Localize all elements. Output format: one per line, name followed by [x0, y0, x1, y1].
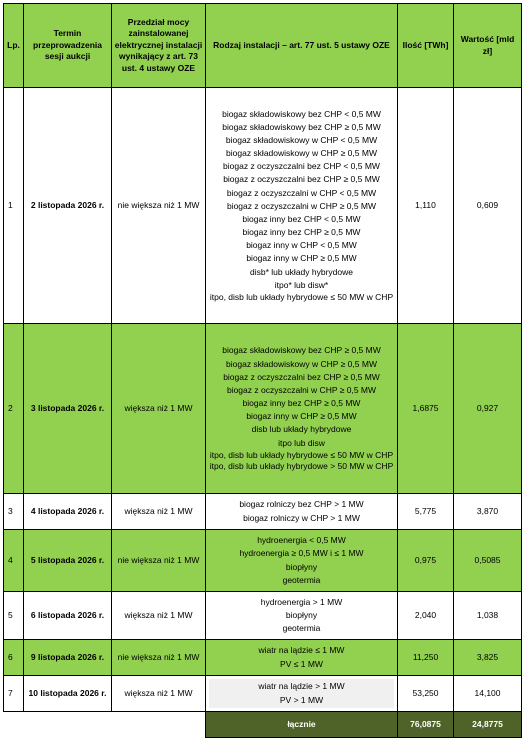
total-row	[4, 712, 522, 738]
kind-item: biogaz inny w CHP ≥ 0,5 MW	[246, 411, 357, 422]
header-row	[4, 4, 522, 88]
total-wartosc: 24,8775	[454, 712, 522, 738]
row-kinds	[206, 592, 398, 640]
kind-item: biogaz z oczyszczalni bez CHP ≥ 0,5 MW	[223, 174, 380, 185]
row-wartosc: 0,927	[454, 324, 522, 494]
kind-item: biogaz z oczyszczalni w CHP < 0,5 MW	[226, 187, 377, 198]
row-kinds	[206, 324, 398, 494]
row-lp: 7	[4, 676, 24, 712]
kind-item: PV > 1 MW	[279, 694, 324, 705]
kind-item: biogaz składowiskowy w CHP < 0,5 MW	[225, 134, 378, 145]
kind-item: biogaz inny bez CHP ≥ 0,5 MW	[242, 398, 361, 409]
kind-item: itpo* lub disw*	[274, 279, 329, 290]
kind-list	[209, 533, 394, 588]
row-lp: 6	[4, 640, 24, 676]
kind-item: biopłyny	[285, 561, 318, 572]
row-lp: 3	[4, 494, 24, 530]
kind-item: biogaz z oczyszczalni w CHP ≥ 0,5 MW	[226, 200, 377, 211]
row-termin: 9 listopada 2026 r.	[24, 640, 112, 676]
kind-item: biogaz inny bez CHP < 0,5 MW	[242, 213, 361, 224]
kind-item: wiatr na lądzie ≤ 1 MW	[258, 645, 345, 656]
table-row	[4, 494, 522, 530]
kind-item: biogaz składowiskowy bez CHP ≥ 0,5 MW	[222, 345, 381, 356]
kind-list	[209, 107, 394, 305]
row-wartosc: 0,5085	[454, 530, 522, 592]
table-row	[4, 324, 522, 494]
row-ilosc: 1,110	[398, 88, 454, 324]
row-termin: 6 listopada 2026 r.	[24, 592, 112, 640]
row-kinds	[206, 640, 398, 676]
kind-item: biogaz z oczyszczalni bez CHP ≥ 0,5 MW	[223, 371, 380, 382]
row-ilosc: 53,250	[398, 676, 454, 712]
header-moc: Przedział mocy zainstalowanej elektrycznej instalacji wynikający z art. 73 ust. 4 ustawy OZE	[112, 4, 206, 88]
row-termin: 5 listopada 2026 r.	[24, 530, 112, 592]
header-lp: Lp.	[4, 4, 24, 88]
row-lp: 4	[4, 530, 24, 592]
kind-list	[209, 343, 394, 473]
row-moc: nie większa niż 1 MW	[112, 88, 206, 324]
kind-item: hydroenergia > 1 MW	[260, 596, 343, 607]
row-termin: 2 listopada 2026 r.	[24, 88, 112, 324]
row-lp: 5	[4, 592, 24, 640]
row-wartosc: 0,609	[454, 88, 522, 324]
row-moc: nie większa niż 1 MW	[112, 530, 206, 592]
row-ilosc: 2,040	[398, 592, 454, 640]
kind-item: geotermia	[282, 623, 321, 634]
row-kinds	[206, 88, 398, 324]
row-wartosc: 3,870	[454, 494, 522, 530]
row-moc: większa niż 1 MW	[112, 676, 206, 712]
kind-item: biogaz rolniczy w CHP > 1 MW	[243, 512, 360, 523]
header-ilosc: Ilość [TWh]	[398, 4, 454, 88]
row-moc: większa niż 1 MW	[112, 494, 206, 530]
auction-schedule-table	[3, 3, 522, 738]
row-ilosc: 5,775	[398, 494, 454, 530]
kind-item: disb lub układy hybrydowe	[251, 424, 352, 435]
row-ilosc: 11,250	[398, 640, 454, 676]
row-kinds	[206, 676, 398, 712]
header-rodzaj: Rodzaj instalacji – art. 77 ust. 5 ustawy OZE	[206, 4, 398, 88]
kind-item: disb* lub układy hybrydowe	[249, 266, 353, 277]
row-moc: większa niż 1 MW	[112, 324, 206, 494]
kind-item: biogaz składowiskowy bez CHP < 0,5 MW	[222, 108, 381, 119]
kind-item: biogaz składowiskowy w CHP ≥ 0,5 MW	[226, 148, 377, 159]
kind-item: itpo, disb lub układy hybrydowe > 50 MW w CHP	[209, 461, 394, 472]
kind-list	[209, 595, 394, 637]
kind-item: biogaz składowiskowy w CHP ≥ 0,5 MW	[226, 358, 377, 369]
row-wartosc: 14,100	[454, 676, 522, 712]
kind-item: biogaz inny w CHP < 0,5 MW	[246, 240, 357, 251]
row-termin: 4 listopada 2026 r.	[24, 494, 112, 530]
table-row	[4, 640, 522, 676]
kind-item: hydroenergia < 0,5 MW	[257, 535, 346, 546]
row-kinds	[206, 530, 398, 592]
kind-item: itpo, disb lub układy hybrydowe ≤ 50 MW w CHP	[209, 291, 394, 302]
table-row	[4, 676, 522, 712]
kind-list	[209, 643, 394, 671]
row-termin: 10 listopada 2026 r.	[24, 676, 112, 712]
kind-item: PV ≤ 1 MW	[280, 658, 323, 669]
kind-item: hydroenergia ≥ 0,5 MW i ≤ 1 MW	[239, 548, 364, 559]
kind-item: itpo, disb lub układy hybrydowe ≤ 50 MW w CHP	[209, 449, 394, 460]
kind-item: itpo lub disw	[278, 437, 325, 448]
kind-item: biogaz inny w CHP ≥ 0,5 MW	[246, 253, 357, 264]
kind-list	[209, 679, 394, 707]
row-ilosc: 0,975	[398, 530, 454, 592]
row-moc: większa niż 1 MW	[112, 592, 206, 640]
row-wartosc: 1,038	[454, 592, 522, 640]
kind-item: biogaz inny bez CHP ≥ 0,5 MW	[242, 227, 361, 238]
table-row	[4, 530, 522, 592]
row-lp: 2	[4, 324, 24, 494]
kind-item: biogaz rolniczy bez CHP > 1 MW	[239, 499, 364, 510]
kind-item: biogaz z oczyszczalni w CHP ≥ 0,5 MW	[226, 384, 377, 395]
table-row	[4, 88, 522, 324]
table-row	[4, 592, 522, 640]
header-wartosc: Wartość [mld zł]	[454, 4, 522, 88]
row-moc: nie większa niż 1 MW	[112, 640, 206, 676]
row-lp: 1	[4, 88, 24, 324]
kind-list	[209, 497, 394, 525]
row-wartosc: 3,825	[454, 640, 522, 676]
header-termin: Termin przeprowadzenia sesji aukcji	[24, 4, 112, 88]
total-label: łącznie	[206, 712, 398, 738]
kind-item: biogaz składowiskowy bez CHP ≥ 0,5 MW	[222, 121, 381, 132]
total-ilosc: 76,0875	[398, 712, 454, 738]
kind-item: biopłyny	[285, 609, 318, 620]
kind-item: geotermia	[282, 574, 321, 585]
row-ilosc: 1,6875	[398, 324, 454, 494]
kind-item: biogaz z oczyszczalni bez CHP < 0,5 MW	[223, 161, 380, 172]
row-termin: 3 listopada 2026 r.	[24, 324, 112, 494]
kind-item: wiatr na lądzie > 1 MW	[258, 681, 345, 692]
row-kinds	[206, 494, 398, 530]
